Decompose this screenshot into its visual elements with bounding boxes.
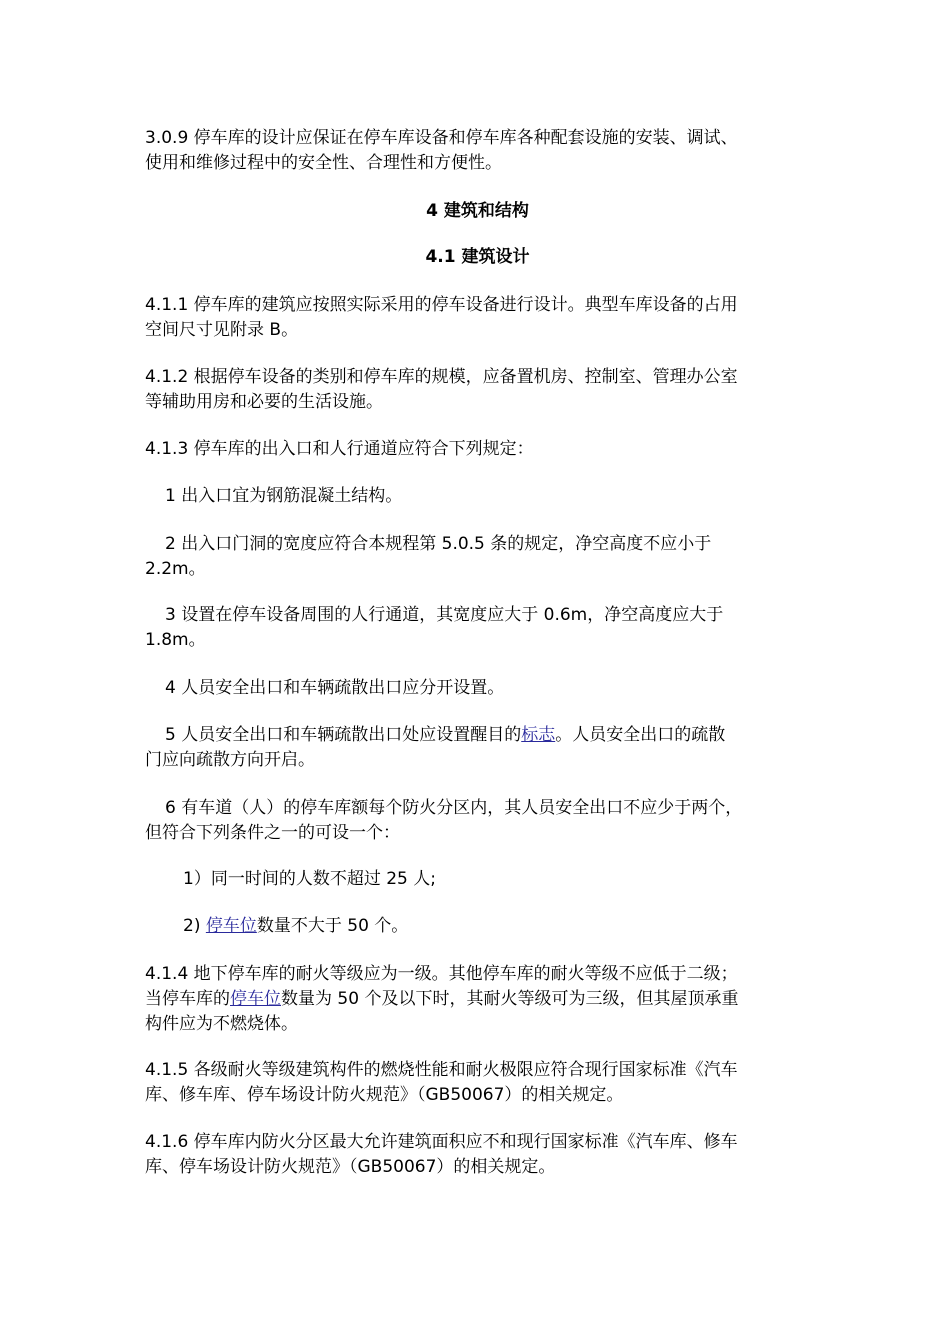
text-line: 3 设置在停车设备周围的人行通道，其宽度应大于 0.6m，净空高度应大于	[165, 605, 724, 625]
clause-4-1-4	[145, 962, 810, 1037]
text-run: 当停车库的	[145, 989, 230, 1009]
list-item-5	[145, 723, 810, 773]
text-line	[145, 723, 810, 748]
text-line: 1 出入口宜为钢筋混凝土结构。	[165, 486, 403, 506]
list-item-3	[145, 603, 810, 653]
text-run: 2)	[183, 916, 206, 936]
list-item-1	[145, 484, 830, 509]
clause-4-1-1	[145, 293, 810, 343]
text-line: 4.1.6 停车库内防火分区最大允许建筑面积应不和现行国家标准《汽车库、修车	[145, 1132, 738, 1152]
text-run: 。人员安全出口的疏散	[555, 725, 726, 745]
sub-item-1	[145, 867, 848, 892]
text-line: 使用和维修过程中的安全性、合理性和方便性。	[145, 153, 502, 173]
parking-space-link[interactable]: 停车位	[205, 916, 257, 936]
text-line: 4.1.3 停车库的出入口和人行通道应符合下列规定：	[145, 439, 534, 459]
text-line: 4.1.4 地下停车库的耐火等级应为一级。其他停车库的耐火等级不应低于二级；	[145, 964, 738, 984]
text-line: 1）同一时间的人数不超过 25 人;	[183, 869, 436, 889]
text-line: 4.1.1 停车库的建筑应按照实际采用的停车设备进行设计。典型车库设备的占用	[145, 295, 738, 315]
text-line: 构件应为不燃烧体。	[145, 1014, 298, 1034]
clause-4-1-5	[145, 1058, 810, 1108]
text-run: 5 人员安全出口和车辆疏散出口处应设置醒目的	[165, 725, 522, 745]
sub-item-2	[145, 914, 848, 939]
list-item-4	[145, 676, 830, 701]
text-line: 库、停车场设计防火规范》（GB50067）的相关规定。	[145, 1157, 556, 1177]
text-line: 4.1.5 各级耐火等级建筑构件的燃烧性能和耐火极限应符合现行国家标准《汽车	[145, 1060, 738, 1080]
text-line: 等辅助用房和必要的生活设施。	[145, 392, 383, 412]
parking-space-link[interactable]: 停车位	[230, 989, 281, 1009]
text-line: 4 人员安全出口和车辆疏散出口应分开设置。	[165, 678, 505, 698]
text-line: 门应向疏散方向开启。	[145, 750, 315, 770]
text-line: 1.8m。	[145, 630, 206, 650]
clause-4-1-6	[145, 1130, 810, 1180]
sign-link[interactable]: 标志	[521, 725, 556, 745]
text-run: 数量不大于 50 个。	[256, 916, 409, 936]
list-item-6	[145, 796, 810, 846]
clause-3-0-9	[145, 126, 810, 176]
text-line	[183, 914, 848, 939]
text-line: 2 出入口门洞的宽度应符合本规程第 5.0.5 条的规定，净空高度不应小于	[165, 534, 712, 554]
text-line: 但符合下列条件之一的可设一个：	[145, 823, 400, 843]
chapter-heading: 4 建筑和结构	[426, 201, 529, 221]
text-line: 2.2m。	[145, 559, 206, 579]
section-heading: 4.1 建筑设计	[425, 247, 530, 267]
text-run: 数量为 50 个及以下时，其耐火等级可为三级，但其屋顶承重	[281, 989, 739, 1009]
text-line	[145, 987, 810, 1012]
text-line: 3.0.9 停车库的设计应保证在停车库设备和停车库各种配套设施的安装、调试、	[145, 128, 738, 148]
clause-4-1-3	[145, 437, 810, 462]
text-line: 库、修车库、停车场设计防火规范》（GB50067）的相关规定。	[145, 1085, 624, 1105]
clause-4-1-2	[145, 365, 810, 415]
list-item-2	[145, 532, 810, 582]
text-line: 6 有车道（人）的停车库额每个防火分区内，其人员安全出口不应少于两个，	[165, 798, 743, 818]
text-line: 4.1.2 根据停车设备的类别和停车库的规模，应备置机房、控制室、管理办公室	[145, 367, 738, 387]
text-line: 空间尺寸见附录 B。	[145, 320, 299, 340]
